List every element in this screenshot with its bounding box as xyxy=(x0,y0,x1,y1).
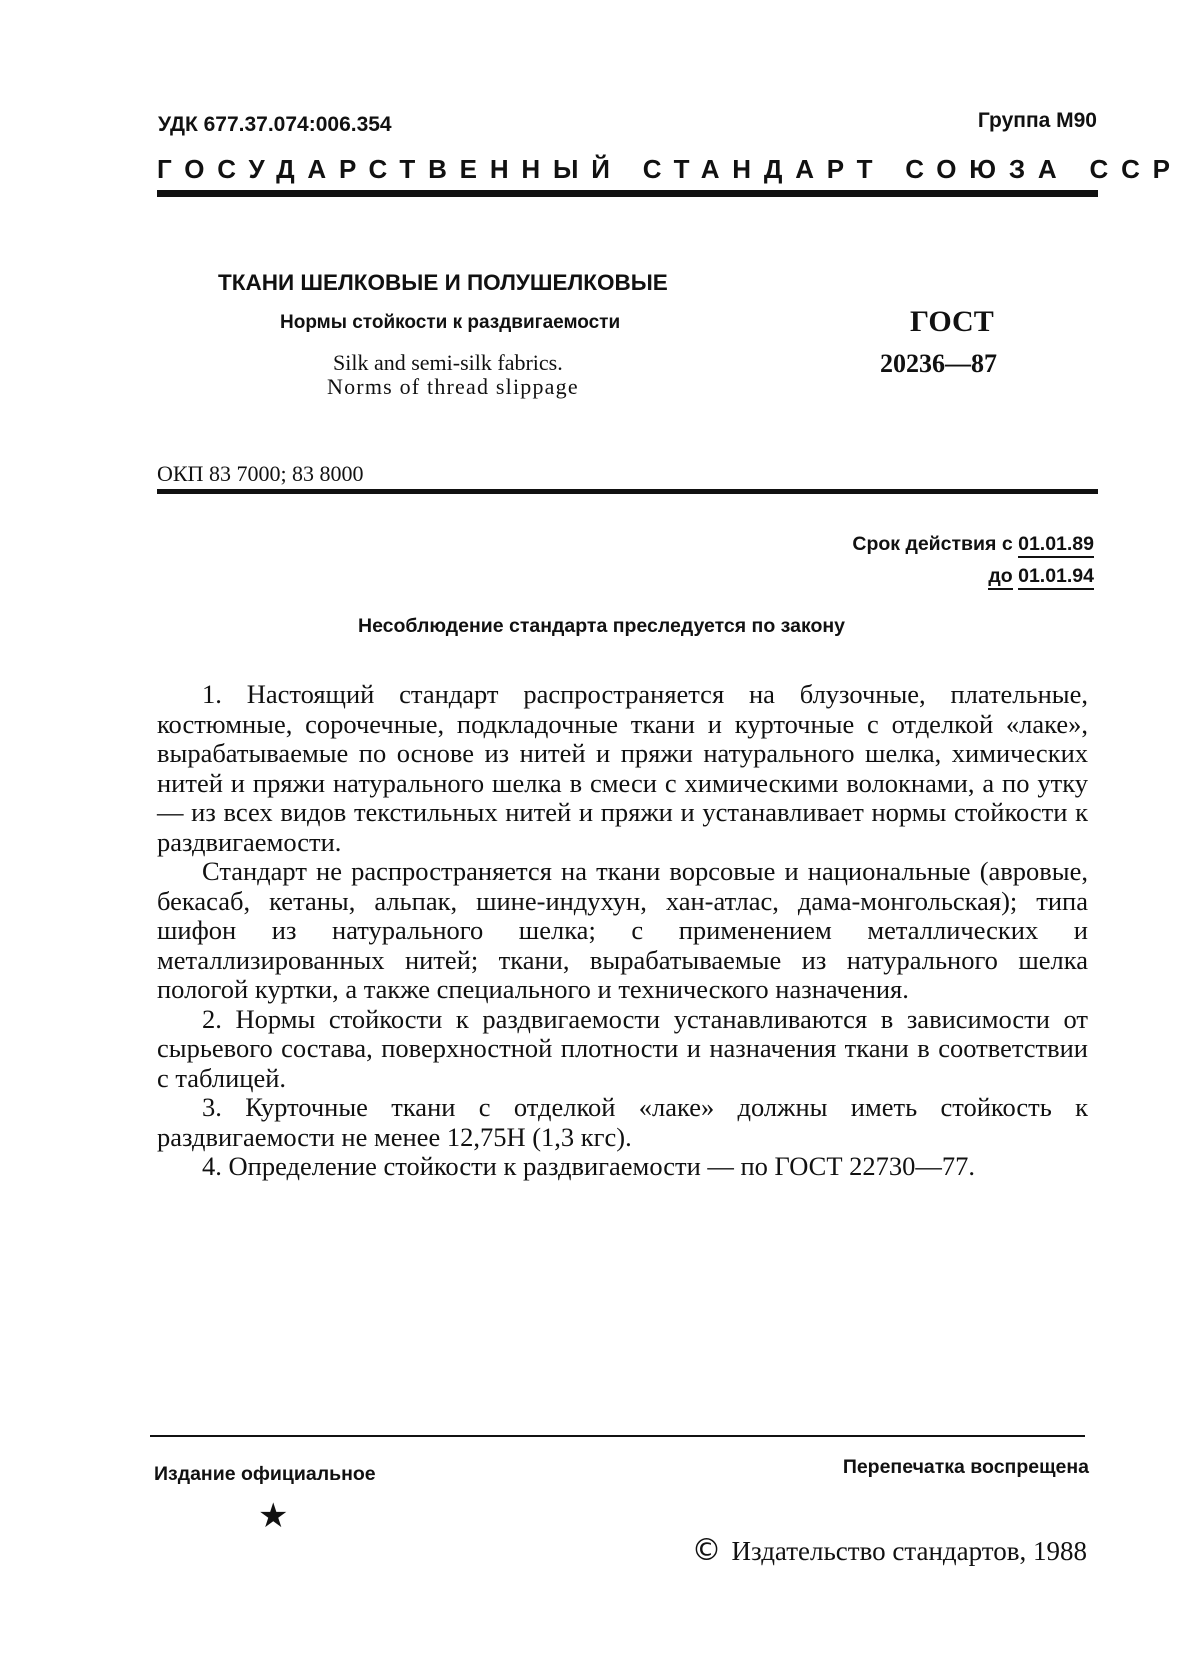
validity-to-date: 01.01.94 xyxy=(1018,565,1094,590)
official-edition: Издание официальное xyxy=(154,1463,376,1485)
paragraph: 1. Настоящий стандарт распространяется на блузочные, плательные, костюмные, сорочечные, подкладочные ткани и курточные с отделкой «лаке», вырабатываемые по основе из нитей и пряжи натурального шелка, химических нитей и пряжи натурального шелка в смеси с химическими волокнами, а по утку — из всех видов текстильных нитей и пряжи и устанавливает нормы стойкости к раздвигаемости. xyxy=(157,679,1088,857)
english-title-line2: Norms of thread slippage xyxy=(327,374,579,399)
reprint-prohibited: Перепечатка воспрещена xyxy=(842,1456,1089,1478)
english-title-line1: Silk and semi-silk fabrics. xyxy=(333,350,563,375)
body-text xyxy=(157,680,1088,1182)
okp-rule xyxy=(157,489,1098,494)
udk-code: УДК 677.37.074:006.354 xyxy=(158,113,392,136)
gost-label: ГОСТ xyxy=(910,305,994,338)
gost-number: 20236—87 xyxy=(880,349,997,378)
paragraph: 3. Курточные ткани с отделкой «лаке» должны иметь стойкость к раздвигаемости не менее 12,75Н (1,3 кгс). xyxy=(157,1092,1088,1152)
copyright-icon: © xyxy=(691,1533,722,1568)
validity-from-date: 01.01.89 xyxy=(1018,533,1094,558)
validity-from-label: Срок действия с xyxy=(852,533,1013,555)
paragraph: Стандарт не распространяется на ткани ворсовые и национальные (авровые, бекасаб, кетаны, альпак, шине-индухун, хан-атлас, дама-монгольская); типа шифон из натурального шелка; с применением металлических и металлизированных нитей; ткани, вырабатываемые из натурального шелка пологой куртки, а также специального и технического назначения. xyxy=(157,856,1088,1004)
state-standard-heading: ГОСУДАРСТВЕННЫЙ СТАНДАРТ СОЮЗА ССР xyxy=(157,154,1183,184)
copyright-text: Издательство стандартов, 1988 xyxy=(731,1536,1087,1566)
okp-code: ОКП 83 7000; 83 8000 xyxy=(157,461,364,486)
validity-from xyxy=(852,533,1094,556)
validity-to xyxy=(988,565,1094,588)
star-icon: ★ xyxy=(258,1496,289,1536)
copyright-line xyxy=(692,1533,1087,1568)
document-subtitle: Нормы стойкости к раздвигаемости xyxy=(280,312,621,333)
validity-to-label: до xyxy=(988,565,1012,590)
header-rule xyxy=(157,190,1098,197)
paragraph: 4. Определение стойкости к раздвигаемости — по ГОСТ 22730—77. xyxy=(202,1151,976,1181)
paragraph: 2. Нормы стойкости к раздвигаемости устанавливаются в зависимости от сырьевого состава, поверхностной плотности и назначения ткани в соответствии с таблицей. xyxy=(157,1003,1088,1093)
group-code: Группа М90 xyxy=(977,109,1097,132)
footer-rule xyxy=(150,1435,1085,1437)
law-notice: Несоблюдение стандарта преследуется по закону xyxy=(358,615,845,637)
document-title: ТКАНИ ШЕЛКОВЫЕ И ПОЛУШЕЛКОВЫЕ xyxy=(218,270,668,295)
